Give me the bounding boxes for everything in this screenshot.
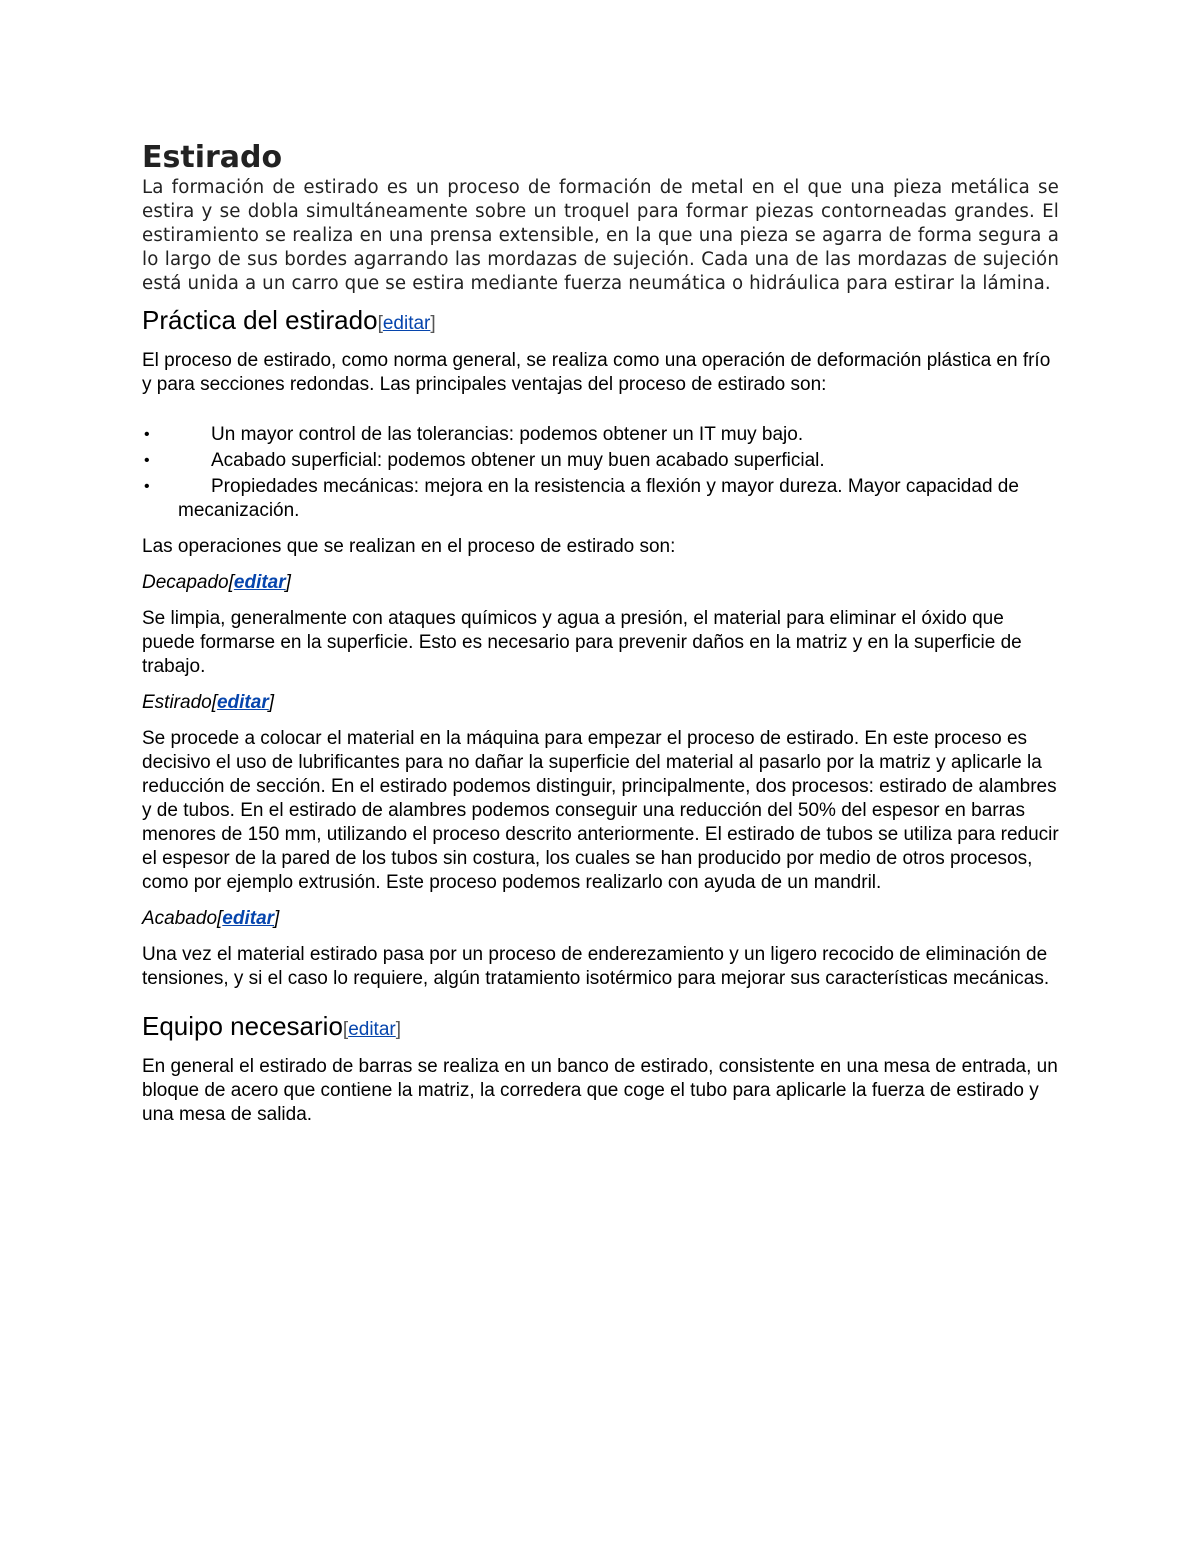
section-paragraph: En general el estirado de barras se realiza en un banco de estirado, consistente en una mesa de entrada, un bloque de acero que contiene la matriz, la corredera que coge el tubo para aplicarle la fuerza de estirado y una mesa de salida. xyxy=(142,1056,1058,1125)
edit-section-link-wrapper: [editar] xyxy=(377,313,436,334)
operations-intro: Las operaciones que se realizan en el proceso de estirado son: xyxy=(142,536,676,557)
subsection-paragraph: Una vez el material estirado pasa por un proceso de enderezamiento y un ligero recocido de eliminación de tensiones, y si el caso lo requiere, algún tratamiento isotérmico para mejorar sus características mecánicas. xyxy=(142,944,1050,989)
bullet-icon: • xyxy=(144,426,150,443)
section-heading-practica xyxy=(142,303,1059,341)
list-item: • Propiedades mecánicas: mejora en la resistencia a flexión y mayor dureza. Mayor capacidad de mecanización. xyxy=(144,476,1019,521)
subsection-paragraph: Se procede a colocar el material en la máquina para empezar el proceso de estirado. En este proceso es decisivo el uso de lubrificantes para no dañar la superficie del material al pasarlo por la matriz y aplicarle la reducción de sección. En el estirado podemos distinguir, principalmente, dos procesos: estirado de alambres y de tubos. En el estirado de alambres podemos conseguir una reducción del 50% del espesor en barras menores de 150 mm, utilizando el proceso descrito anteriormente. El estirado de tubos se utiliza para reducir el espesor de la pared de los tubos sin costura, los cuales se han producido por medio de otros procesos, como por ejemplo extrusión. Este proceso podemos realizarlo con ayuda de un mandril. xyxy=(142,728,1059,893)
edit-section-link[interactable]: editar xyxy=(222,908,275,929)
subsection-heading-decapado: Decapado[editar] xyxy=(142,572,291,593)
bullet-icon: • xyxy=(144,452,150,469)
intro-paragraph: La formación de estirado es un proceso de formación de metal en el que una pieza metálica se estira y se dobla simultáneamente sobre un troquel para formar piezas contorneadas grandes. El estiramiento se realiza en una prensa extensible, en la que una pieza se agarra de forma segura a lo largo de sus bordes agarrando las mordazas de sujeción. Cada una de las mordazas de sujeción está unida a un carro que se estira mediante fuerza neumática o hidráulica para estirar la lámina. xyxy=(142,177,1059,294)
section-paragraph: El proceso de estirado, como norma general, se realiza como una operación de deformación plástica en frío y para secciones redondas. Las principales ventajas del proceso de estirado son: xyxy=(142,350,1051,395)
section-heading-text: Equipo necesario xyxy=(142,1011,343,1041)
list-item: • Acabado superficial: podemos obtener un muy buen acabado superficial. xyxy=(144,450,825,471)
edit-section-link-wrapper: [editar] xyxy=(342,1019,402,1040)
subsection-paragraph: Se limpia, generalmente con ataques químicos y agua a presión, el material para eliminar el óxido que puede formarse en la superficie. Esto es necesario para prevenir daños en la matriz y en la superficie de trabajo. xyxy=(142,608,1022,677)
section-heading-text: Práctica del estirado xyxy=(142,305,378,335)
list-item: • Un mayor control de las tolerancias: podemos obtener un IT muy bajo. xyxy=(144,424,804,445)
advantages-list xyxy=(142,423,1059,523)
subsection-heading-estirado: Estirado[editar] xyxy=(142,692,275,713)
document-title: Estirado xyxy=(142,140,283,175)
subsection-heading-acabado: Acabado[editar] xyxy=(142,908,280,929)
bullet-icon: • xyxy=(144,478,150,495)
edit-section-link[interactable]: editar xyxy=(216,692,269,713)
section-heading-equipo xyxy=(142,1009,1059,1047)
edit-section-link[interactable]: editar xyxy=(382,313,431,334)
edit-section-link[interactable]: editar xyxy=(233,572,286,593)
edit-section-link[interactable]: editar xyxy=(348,1019,396,1040)
document-page xyxy=(142,140,1059,1137)
